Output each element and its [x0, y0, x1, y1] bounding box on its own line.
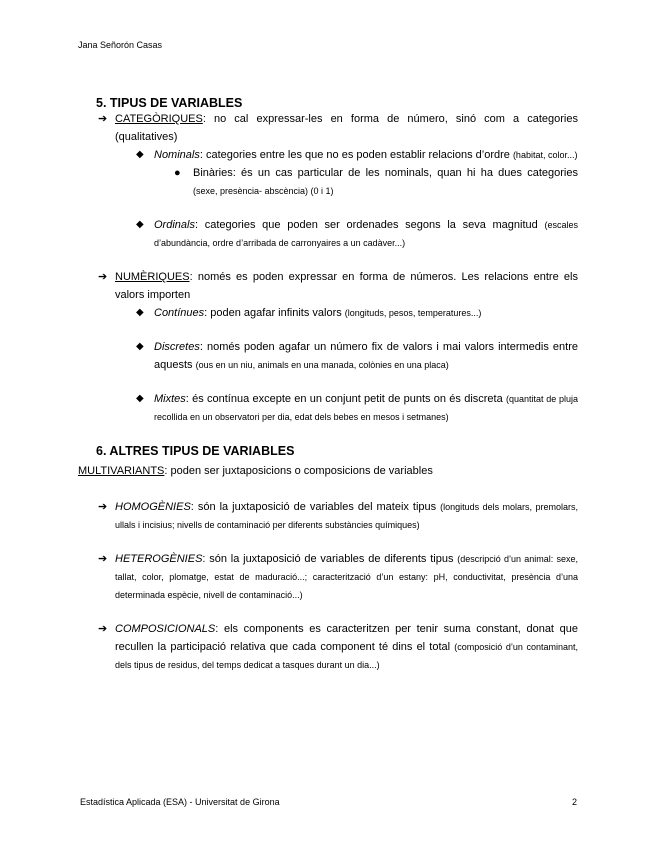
- heterogenies-text: : són la juxtaposició de variables de diferents tipus: [202, 553, 458, 565]
- numeriques-item: [78, 268, 578, 304]
- mixtes-term: Mixtes: [154, 393, 186, 405]
- categoriques-text: : no cal expressar-les en forma de número, sinó com a categories (qualitatives): [115, 113, 578, 143]
- composicionals-text: : els components es caracteritzen per tenir suma constant, donat que recullen la participació relativa que cada component té dins el total: [115, 623, 578, 653]
- footer-page-number: 2: [572, 797, 578, 807]
- page-header-author: Jana Señorón Casas: [78, 40, 163, 50]
- ordinals-text: : categories que poden ser ordenades segons la seva magnitud: [194, 219, 545, 231]
- arrow-icon: ➔: [98, 623, 108, 635]
- continues-text: : poden agafar infinits valors: [204, 307, 345, 319]
- arrow-icon: ➔: [98, 271, 108, 283]
- numeriques-text: : només es poden expressar en forma de números. Les relacions entre els valors importen: [115, 271, 578, 301]
- mixtes-item: [78, 390, 578, 426]
- numeriques-term: NUMÈRIQUES: [115, 271, 190, 283]
- ordinals-item: [78, 216, 578, 252]
- nominals-examples: (habitat, color...): [512, 150, 578, 160]
- composicionals-term: COMPOSICIONALS: [115, 623, 216, 635]
- footer-course: Estadística Aplicada (ESA) - Universitat de Girona: [80, 797, 280, 807]
- multivariants-text: : poden ser juxtaposicions o composicions de variables: [164, 465, 433, 477]
- homogenies-text: : són la juxtaposició de variables del mateix tipus: [190, 501, 441, 513]
- homogenies-term: HOMOGÈNIES: [115, 501, 191, 513]
- binaries-item: [78, 164, 578, 200]
- binaries-examples: (sexe, presència- abscència) (0 i 1): [193, 186, 334, 196]
- continues-term: Contínues: [154, 307, 205, 319]
- categoriques-term: CATEGÒRIQUES: [115, 113, 203, 125]
- mixtes-text: : és contínua excepte en un conjunt petit de punts on és discreta: [185, 393, 506, 405]
- binaries-text: Binàries: és un cas particular de les nominals, quan hi ha dues categories: [193, 167, 578, 179]
- diamond-bullet-icon: ◆: [136, 149, 144, 160]
- discretes-text: : només poden agafar un número fix de valors i mai valors intermedis entre aquests: [154, 341, 578, 371]
- continues-examples: (longituds, pesos, temperatures...): [344, 308, 482, 318]
- mixtes-examples: (quantitat de pluja recollida en un observatori per dia, edat dels bebes en mesos i setmanes): [154, 394, 578, 422]
- heterogenies-item: [78, 550, 578, 604]
- homogenies-item: [78, 498, 578, 534]
- diamond-bullet-icon: ◆: [136, 219, 144, 230]
- discretes-examples: (ous en un niu, animals en una manada, colònies en una placa): [195, 360, 449, 370]
- diamond-bullet-icon: ◆: [136, 307, 144, 318]
- discretes-term: Discretes: [154, 341, 200, 353]
- arrow-icon: ➔: [98, 501, 108, 513]
- composicionals-examples: (composició d’un contaminant, dels tipus de residus, del temps dedicat a tasques durant un dia...): [115, 642, 579, 670]
- section-5-title: 5. TIPUS DE VARIABLES: [96, 96, 243, 110]
- nominals-item: [78, 146, 578, 164]
- heterogenies-term: HETEROGÈNIES: [115, 553, 203, 565]
- multivariants-line: [78, 462, 578, 480]
- homogenies-examples: (longituds dels molars, premolars, ullals i incisius; nivells de contaminació per diferents substàncies químiques): [115, 502, 579, 530]
- section-6-title: 6. ALTRES TIPUS DE VARIABLES: [96, 444, 295, 458]
- dot-bullet-icon: ●: [174, 167, 181, 179]
- composicionals-item: [78, 620, 578, 674]
- multivariants-term: MULTIVARIANTS: [78, 465, 165, 477]
- diamond-bullet-icon: ◆: [136, 393, 144, 404]
- discretes-item: [78, 338, 578, 374]
- nominals-term: Nominals: [154, 149, 200, 161]
- categoriques-item: [78, 110, 578, 146]
- nominals-text: : categories entre les que no es poden establir relacions d’ordre: [199, 149, 513, 161]
- heterogenies-examples: (descripció d’un animal: sexe, tallat, color, plomatge, estat de maduració...; caracterització d’un estany: pH, conductivitat, presència d’una determinada espècie, nivell de contaminació...): [115, 554, 578, 600]
- continues-item: [78, 304, 578, 322]
- ordinals-term: Ordinals: [154, 219, 195, 231]
- diamond-bullet-icon: ◆: [136, 341, 144, 352]
- arrow-icon: ➔: [98, 553, 108, 565]
- page-content: [78, 96, 578, 674]
- arrow-icon: ➔: [98, 113, 108, 125]
- ordinals-examples: (escales d’abundància, ordre d’arribada de carronyaires a un cadàver...): [154, 220, 578, 248]
